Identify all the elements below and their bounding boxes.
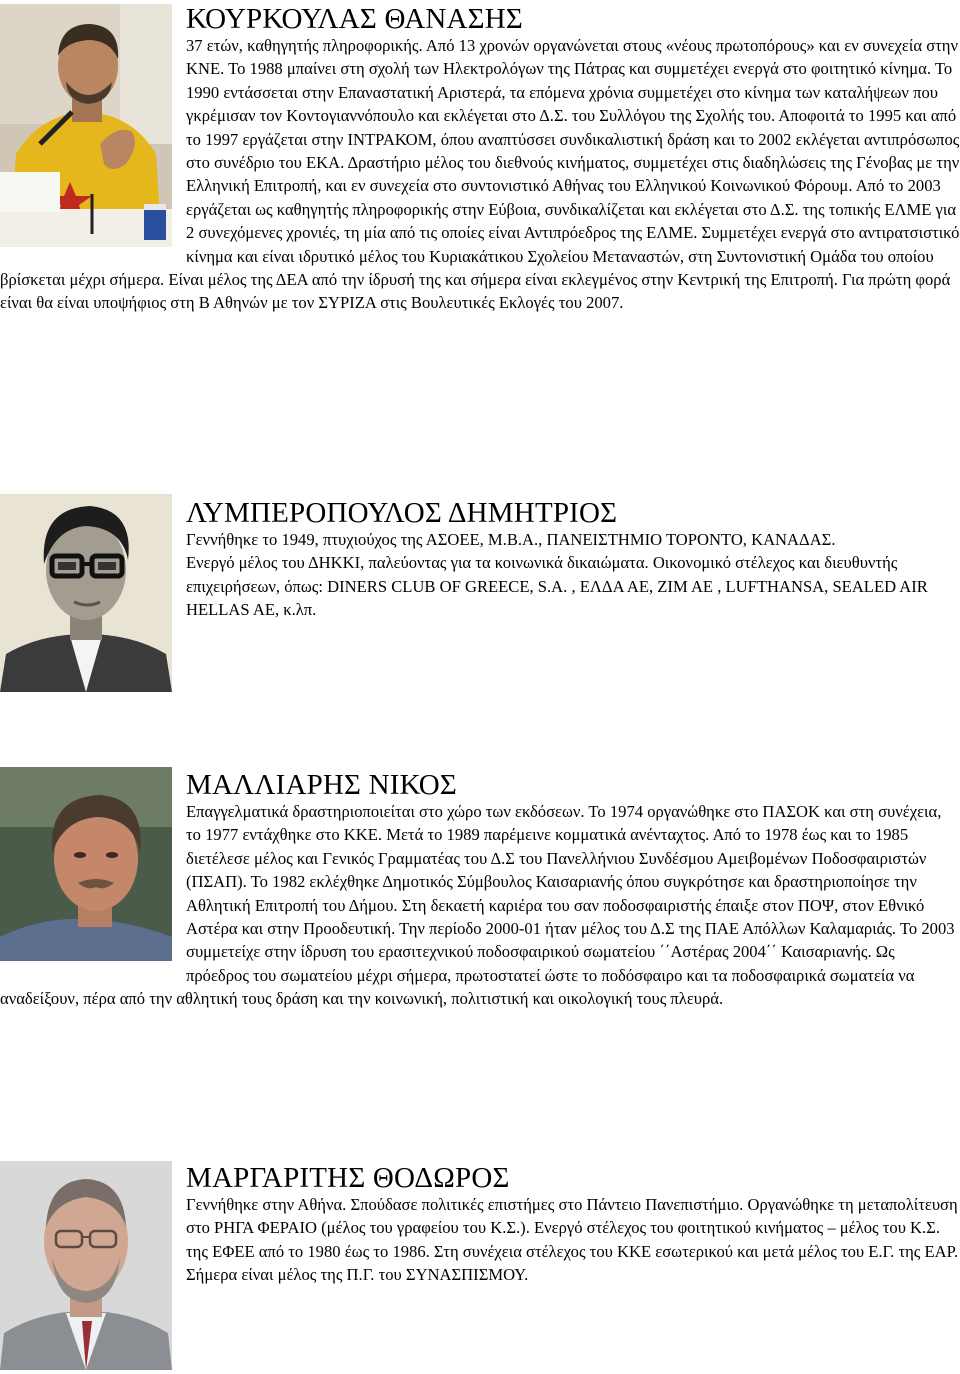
person-name: ΛΥΜΠΕΡΟΠΟΥΛΟΣ ΔΗΜΗΤΡΙΟΣ (186, 497, 618, 529)
portrait-kourkoulas (0, 4, 172, 247)
bio-malliaris (0, 767, 960, 1011)
person-name: ΚΟΥΡΚΟΥΛΑΣ ΘΑΝΑΣΗΣ (186, 3, 523, 35)
person-bio: Επαγγελματικά δραστηριοποιείται στο χώρο των εκδόσεων. Το 1974 οργανώθηκε στο ΠΑΣΟΚ και στη συνέχεια, το 1977 εντάχθηκε στο ΚΚΕ. Μετά το 1989 παρέμεινε κομματικά ανένταχτος. Από το 1978 έως και το 1985 διετέλεσε μέλος και Γενικός Γραμματέας του Δ.Σ του Πανελλήνιου Συνδέσμου Αμειβομένων Ποδοσφαιριστών (ΠΣΑΠ). Το 1982 εκλέχθηκε Δημοτικός Σύμβουλος Καισαριανής όπου συγκρότησε και δραστηριοποίησε την Αθλητική Επιτροπή του Δήμου. Στη δεκαετή καριέρα του σαν ποδοσφαιριστής έπαιξε στον ΠΟΨ, στον Εθνικό Αστέρα και στην Προοδευτική. Την περίοδο 2000-01 ήταν μέλος του Δ.Σ της ΠΑΕ Απόλλων Καλαμαριάς. Το 2003 συμμετείχε στην ίδρυση του ερασιτεχνικού ποδοσφαιρικού σωματείου ΄΄Αστέρας 2004΄΄ Καισαριανής. Ως πρόεδρος του σωματείου μέχρι σήμερα, πρωτοστατεί ώστε το ποδόσφαιρο και τα ποδοσφαιρικά σωματεία να αναδείξουν, πέρα από την αθλητική τους δράση και την κοινωνική, πολιτιστική και οικολογική τους πλευρά. (0, 802, 955, 1009)
person-name: ΜΑΡΓΑΡΙΤΗΣ ΘΟΔΩΡΟΣ (186, 1162, 510, 1194)
portrait-margaritis (0, 1161, 172, 1370)
person-name: ΜΑΛΛΙΑΡΗΣ ΝΙΚΟΣ (186, 769, 457, 801)
person-bio: 37 ετών, καθηγητής πληροφορικής. Από 13 χρονών οργανώνεται στους «νέους πρωτοπόρους» και εν συνεχεία στην ΚΝΕ. Το 1988 μπαίνει στη σχολή των Ηλεκτρολόγων της Πάτρας και συμμετέχει ενεργά στο φοιτητικό κίνημα. Το 1990 εντάσσεται στην Επαναστατική Αριστερά, τα επόμενα χρόνια συμμετέχει στο κίνημα των καταλήψεων που γκρέμισαν τον Κοντογιαννόπουλο και εκλέγεται στο Δ.Σ. του Συλλόγου της Σχολής του. Αποφοιτά το 1995 και από το 1997 εργάζεται στην ΙΝΤΡΑΚΟΜ, όπου αναπτύσσει συνδικαλιστική δράση και το 2002 εκλέγεται αντιπρόσωπος στο συνέδριο του ΕΚΑ. Δραστήριο μέλος του διεθνούς κινήματος, συμμετέχει στις διαδηλώσεις της Γένοβας με την Ελληνική Επιτροπή, και εν συνεχεία στο συντονιστικό Αθήνας του Ελληνικού Κοινωνικού Φόρουμ. Από το 2003 εργάζεται ως καθηγητής πληροφορικής στην Εύβοια, συνδικαλίζεται και εκλέγεται στο Δ.Σ. της τοπικής ΕΛΜΕ για 2 συνεχόμενες χρονιές, τη μία από τις οποίες είναι Αντιπρόεδρος της ΕΛΜΕ. Συμμετέχει ενεργά στο αντιρατσιστικό κίνημα και είναι ιδρυτικό μέλος του Κυριακάτικου Σχολείου Μεταναστών, στη Συντονιστική Ομάδα του οποίου βρίσκεται μέχρι σήμερα. Είναι μέλος της ΔΕΑ από την ίδρυσή της και σήμερα είναι εκλεγμένος στην Κεντρική της Επιτροπή. Για πρώτη φορά είναι θα είναι υποψήφιος στη Β Αθηνών με τον ΣΥΡΙΖΑ στις Βουλευτικές Εκλογές του 2007. (0, 36, 960, 313)
bio-lymperopoulos (0, 494, 960, 696)
person-bio: Γεννήθηκε στην Αθήνα. Σπούδασε πολιτικές επιστήμες στο Πάντειο Πανεπιστήμιο. Οργανώθηκε τη μεταπολίτευση στο ΡΗΓΑ ΦΕΡΑΙΟ (μέλος του γραφείου του Κ.Σ.). Ενεργό στέλεχος του φοιτητικού κινήματος – μέλος του Κ.Σ. της ΕΦΕΕ από το 1980 έως το 1986. Στη συνέχεια στέλεχος του ΚΚΕ εσωτερικού και μετά μέλος του Ε.Γ. της ΕΑΡ. Σήμερα είναι μέλος της Π.Γ. του ΣΥΝΑΣΠΙΣΜΟΥ. (186, 1195, 959, 1285)
portrait-malliaris (0, 767, 172, 961)
person-bio-2: Ενεργό μέλος του ΔΗΚΚΙ, παλεύοντας για τα κοινωνικά δικαιώματα. Οικονομικό στέλεχος και διευθυντής επιχειρήσεων, όπως: DINERS CLUB OF GREECE, S.A. , ΕΛΔΑ ΑΕ, ΖΙΜ ΑΕ , LUFTHANSA, SEALED AIR HELLAS AE, κ.λπ. (186, 553, 928, 620)
portrait-lymperopoulos (0, 494, 172, 692)
bio-margaritis (0, 1161, 960, 1374)
bio-kourkoulas (0, 4, 960, 315)
person-bio-1: Γεννήθηκε το 1949, πτυχιούχος της ΑΣΟΕΕ, Μ.Β.Α., ΠΑΝΕΙΣΤΗΜΙΟ ΤΟΡΟΝΤΟ, ΚΑΝΑΔΑΣ. (186, 530, 836, 549)
